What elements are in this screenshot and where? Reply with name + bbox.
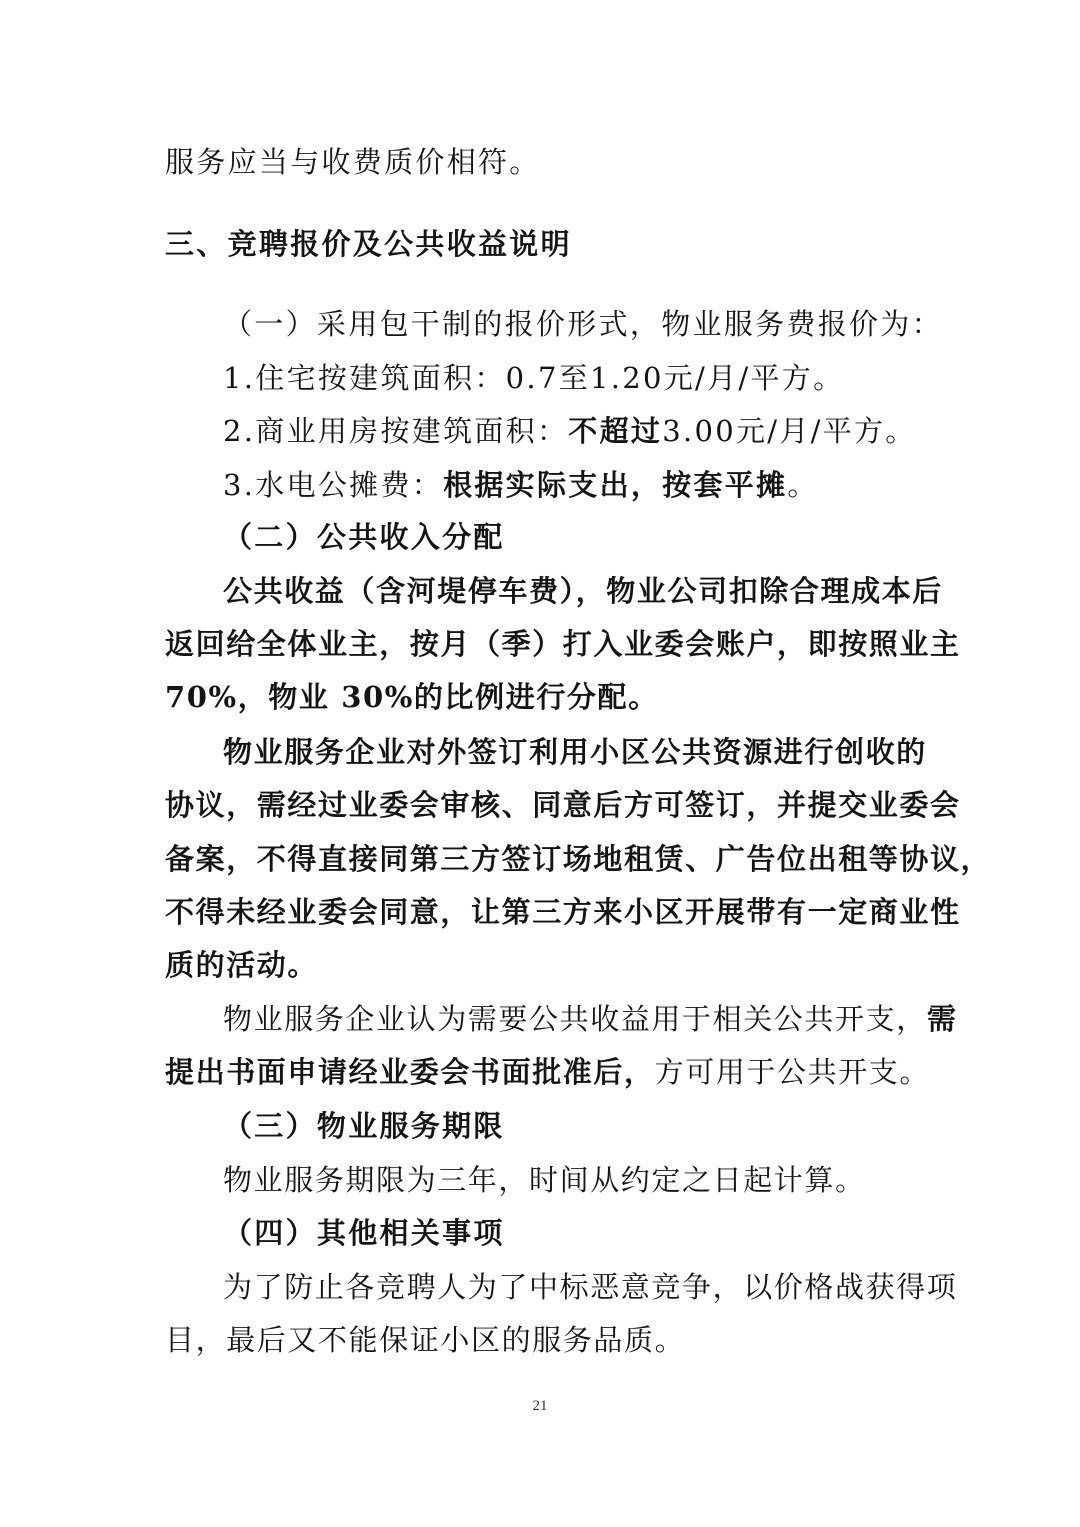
normal-text: 方可用于公共开支。	[654, 1055, 931, 1089]
bold-text: 需	[926, 1002, 958, 1036]
paragraph-line	[223, 989, 958, 1049]
subsection-heading: （四）其他相关事项	[223, 1216, 505, 1250]
paragraph-line: 为了防止各竞聘人为了中标恶意竞争，以价格战获得项	[223, 1270, 958, 1304]
page-number: 21	[532, 1398, 548, 1414]
paragraph-line: 质的活动。	[165, 948, 319, 982]
subsection-heading: （二）公共收入分配	[223, 520, 505, 554]
paragraph-line: 协议，需经过业委会审核、同意后方可签订，并提交业委会	[165, 788, 961, 822]
list-item-label: 3.水电公摊费：	[223, 468, 444, 502]
list-item-punct: 。	[787, 468, 819, 502]
bold-text: 不超过	[568, 414, 663, 448]
paragraph-line: 物业服务企业对外签订利用小区公共资源进行创收的	[223, 735, 927, 769]
list-item	[223, 401, 917, 461]
list-item	[223, 455, 917, 515]
subsection-heading: （一）采用包干制的报价形式，物业服务费报价为：	[223, 307, 943, 341]
paragraph-line: 返回给全体业主，按月（季）打入业委会账户，即按照业主	[165, 627, 961, 661]
paragraph-line: 公共收益（含河堤停车费），物业公司扣除合理成本后	[223, 574, 943, 608]
section-heading: 三、竞聘报价及公共收益说明	[165, 227, 572, 261]
normal-text: 物业服务企业认为需要公共收益用于相关公共开支，	[223, 1002, 927, 1036]
list-item-label: 2.商业用房按建筑面积：	[223, 414, 569, 448]
paragraph-line: 备案，不得直接同第三方签订场地租赁、广告位出租等协议，	[165, 842, 992, 876]
list-item-value: 3.00元/月/平方。	[662, 414, 917, 448]
paragraph-line	[165, 1042, 931, 1102]
paragraph-line: 物业服务期限为三年，时间从约定之日起计算。	[223, 1163, 866, 1197]
bold-text: 根据实际支出，按套平摊	[443, 468, 788, 502]
paragraph-line: 不得未经业委会同意，让第三方来小区开展带有一定商业性	[165, 895, 961, 929]
subsection-heading: （三）物业服务期限	[223, 1109, 505, 1143]
paragraph-line: 70%，物业 30%的比例进行分配。	[165, 680, 659, 714]
paragraph-line: 目，最后又不能保证小区的服务品质。	[165, 1323, 686, 1357]
paragraph-line: 服务应当与收费质价相符。	[165, 145, 541, 179]
bold-text: 提出书面申请经业委会书面批准后，	[165, 1055, 655, 1089]
list-item: 1.住宅按建筑面积：0.7至1.20元/月/平方。	[223, 361, 845, 395]
